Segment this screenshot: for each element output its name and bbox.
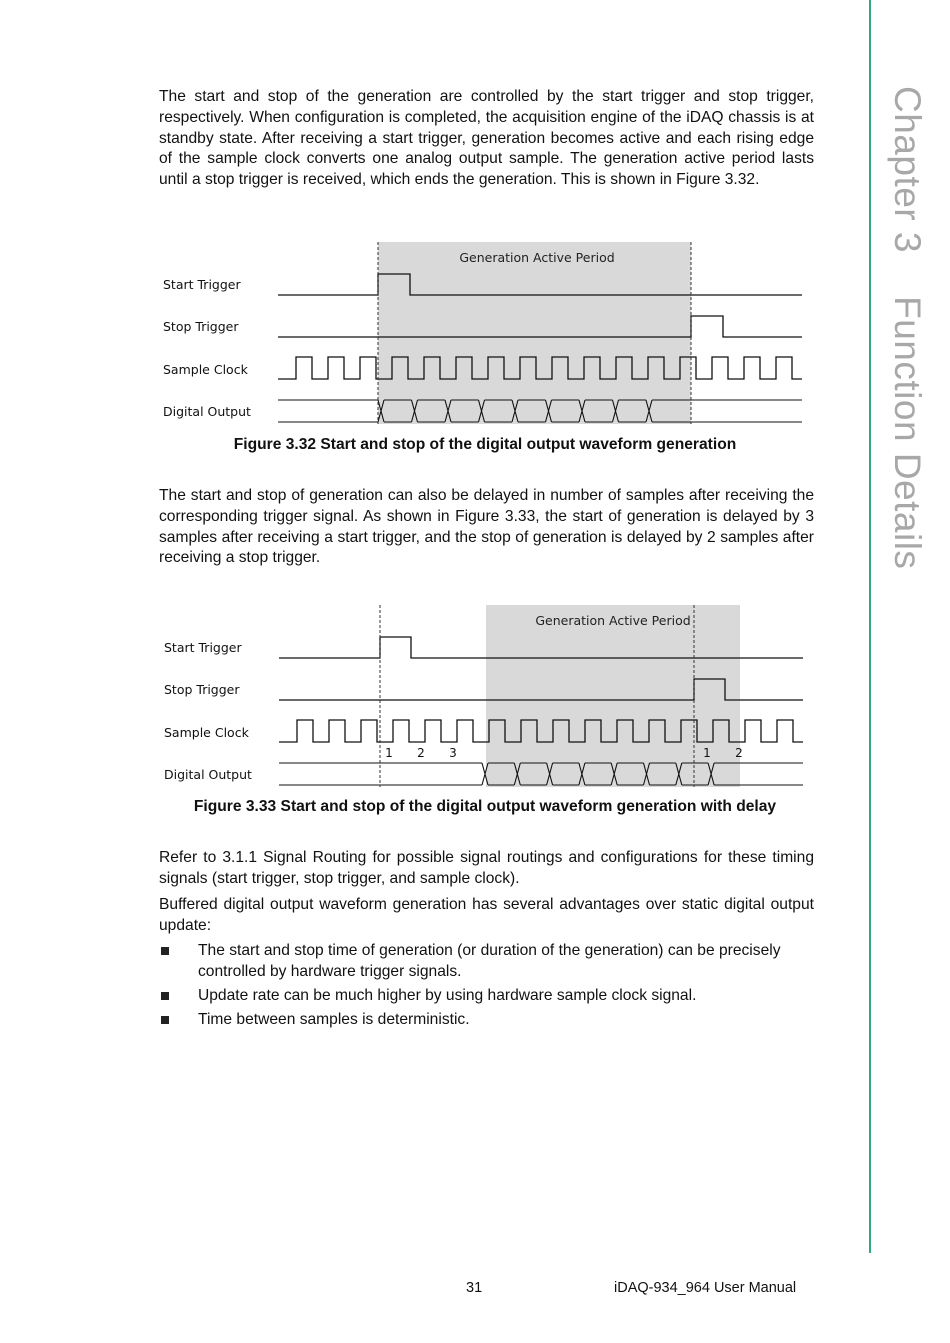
signal-label-digital-output: Digital Output bbox=[164, 767, 252, 782]
paragraph-intro: The start and stop of the generation are controlled by the start trigger and stop trigger, respectively. When configuration is completed, the acquisition engine of the iDAQ chassis is at standby state. After receiving a start trigger, generation becomes active and each rising edge of the sample clock converts one analog output sample. The generation active period lasts until a stop trigger is received, which ends the generation. This is shown in Figure 3.32. bbox=[159, 88, 814, 189]
timing-diagram-figure-3-33 bbox=[150, 601, 815, 791]
manual-title: iDAQ-934_964 User Manual bbox=[614, 1280, 797, 1296]
paragraph-signal-routing: Refer to 3.1.1 Signal Routing for possible signal routings and configurations for these timing signals (start trigger, stop trigger, and sample clock). bbox=[159, 849, 814, 887]
paragraph-delay: The start and stop of generation can also be delayed in number of samples after receiving the corresponding trigger signal. As shown in Figure 3.33, the start of generation is delayed by 3 samples after receiving a start trigger, and the stop of generation is delayed by 2 samples after receiving a stop trigger. bbox=[159, 487, 814, 567]
stop-delay-count-2: 2 bbox=[735, 746, 743, 760]
section-label: Function Details bbox=[887, 296, 928, 570]
signal-label-sample-clock: Sample Clock bbox=[164, 725, 249, 740]
stop-delay-count-1: 1 bbox=[703, 746, 711, 760]
signal-label-start-trigger: Start Trigger bbox=[164, 640, 242, 655]
figure-3-32-caption: Figure 3.32 Start and stop of the digital output waveform generation bbox=[233, 436, 737, 453]
signal-label-stop-trigger: Stop Trigger bbox=[164, 682, 240, 697]
signal-label-stop-trigger: Stop Trigger bbox=[163, 319, 239, 334]
square-bullet-icon bbox=[161, 1016, 169, 1024]
signal-label-start-trigger: Start Trigger bbox=[163, 277, 241, 292]
square-bullet-icon bbox=[161, 992, 169, 1000]
chapter-tab bbox=[886, 86, 946, 570]
square-bullet-icon bbox=[161, 947, 169, 955]
digital-output-segment bbox=[278, 400, 378, 422]
signal-label-digital-output: Digital Output bbox=[163, 404, 251, 419]
list-item: Update rate can be much higher by using hardware sample clock signal. bbox=[159, 986, 814, 1007]
signal-label-sample-clock: Sample Clock bbox=[163, 362, 248, 377]
chapter-label: Chapter 3 bbox=[887, 86, 928, 253]
generation-active-label: Generation Active Period bbox=[535, 613, 691, 628]
figure-3-33-caption: Figure 3.33 Start and stop of the digital output waveform generation with delay bbox=[193, 798, 777, 815]
sidebar-accent-line bbox=[869, 0, 871, 1253]
generation-active-label: Generation Active Period bbox=[459, 250, 615, 265]
list-item: The start and stop time of generation (or duration of the generation) can be precisely controlled by hardware trigger signals. bbox=[159, 941, 814, 983]
start-delay-count-3: 3 bbox=[449, 746, 457, 760]
list-item: Time between samples is deterministic. bbox=[159, 1010, 814, 1031]
timing-diagram-figure-3-32 bbox=[150, 238, 815, 428]
start-delay-count-1: 1 bbox=[385, 746, 393, 760]
generation-active-shade bbox=[378, 242, 691, 424]
start-delay-count-2: 2 bbox=[417, 746, 425, 760]
paragraph-advantages: Buffered digital output waveform generation has several advantages over static digital output update: bbox=[159, 896, 814, 934]
generation-active-shade bbox=[486, 605, 740, 787]
page-number: 31 bbox=[466, 1280, 483, 1296]
